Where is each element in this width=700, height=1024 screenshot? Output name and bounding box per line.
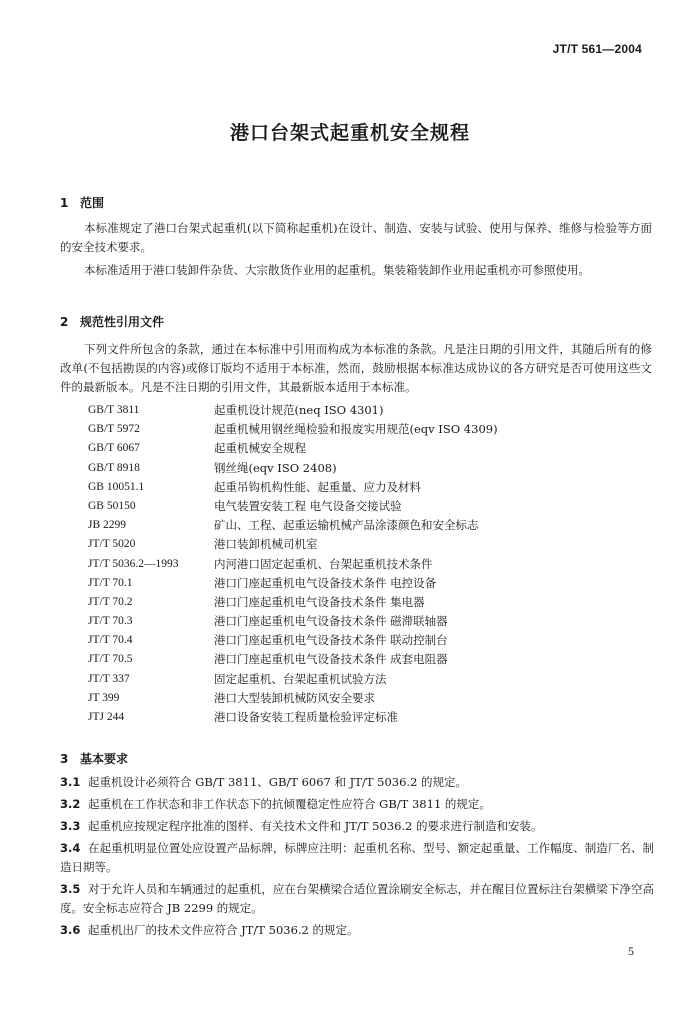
reference-code: JT 399 xyxy=(88,691,120,704)
reference-code: GB/T 8918 xyxy=(88,461,140,474)
reference-title: 矿山、工程、起重运输机械产品涂漆颜色和安全标志 xyxy=(214,518,479,533)
clause-number: 3.6 xyxy=(60,923,81,937)
reference-code: JT/T 337 xyxy=(88,672,130,685)
reference-item xyxy=(88,574,648,593)
reference-code: GB 10051.1 xyxy=(88,480,145,493)
reference-item xyxy=(88,631,648,650)
reference-code: GB/T 6067 xyxy=(88,442,140,455)
reference-code: JT/T 70.4 xyxy=(88,634,133,647)
clause-text: 起重机在工作状态和非工作状态下的抗倾覆稳定性应符合 GB/T 3811 的规定。 xyxy=(88,797,491,811)
scope-paragraph-2: 本标准适用于港口装卸件杂货、大宗散货作业用的起重机。集装箱装卸作业用起重机亦可参照使用。 xyxy=(84,263,590,277)
references-intro: 下列文件所包含的条款，通过在本标准中引用而构成为本标准的条款。凡是注日期的引用文件，其随后所有的修改单(不包括勘误的内容)或修订版均不适用于本标准，然而，鼓励根据本标准达成协议的各方研究是否可使用这些文件的最新版本。凡是不注日期的引用文件，其最新版本适用于本标准。 xyxy=(60,342,652,394)
reference-item xyxy=(88,612,648,631)
reference-title: 港口门座起重机电气设备技术条件 成套电阻器 xyxy=(214,652,448,667)
reference-item xyxy=(88,401,648,420)
clause-text: 在起重机明显位置处应设置产品标牌，标牌应注明：起重机名称、型号、额定起重量、工作幅度、制造厂名、制造日期等。 xyxy=(60,841,654,874)
reference-code: JT/T 70.5 xyxy=(88,653,133,666)
section-3-heading xyxy=(60,750,128,767)
reference-item xyxy=(88,555,648,574)
clause-number: 3.3 xyxy=(60,819,81,833)
clause-number: 3.1 xyxy=(60,775,81,789)
reference-code: JTJ 244 xyxy=(88,711,125,723)
section-2-heading xyxy=(60,313,164,330)
section-title: 范围 xyxy=(80,196,105,210)
reference-title: 内河港口固定起重机、台架起重机技术条件 xyxy=(214,556,433,571)
reference-title: 港口大型装卸机械防风安全要求 xyxy=(214,690,375,705)
section-title: 基本要求 xyxy=(80,752,129,766)
reference-code: GB 50150 xyxy=(88,499,136,512)
reference-item xyxy=(88,593,648,612)
reference-title: 钢丝绳(eqv ISO 2408) xyxy=(214,460,337,475)
reference-item xyxy=(88,439,648,458)
reference-title: 港口门座起重机电气设备技术条件 电控设备 xyxy=(214,575,437,590)
reference-item xyxy=(88,708,648,727)
reference-code: GB/T 5972 xyxy=(88,423,140,436)
scope-paragraph-1: 本标准规定了港口台架式起重机(以下简称起重机)在设计、制造、安装与试验、使用与保养、维修与检验等方面的安全技术要求。 xyxy=(60,221,652,254)
clause xyxy=(60,921,654,940)
reference-title: 港口门座起重机电气设备技术条件 磁滞联轴器 xyxy=(214,614,448,629)
reference-title: 起重机设计规范(neq ISO 4301) xyxy=(214,403,384,417)
reference-title: 起重机械用钢丝绳检验和报废实用规范(eqv ISO 4309) xyxy=(214,422,498,437)
clause xyxy=(60,880,654,918)
section-number: 2 xyxy=(60,315,69,329)
reference-item xyxy=(88,535,648,554)
reference-item xyxy=(88,650,648,669)
section-1-heading xyxy=(60,194,104,211)
clause xyxy=(60,839,654,877)
reference-code: JB 2299 xyxy=(88,519,127,532)
page-number: 5 xyxy=(628,944,634,958)
document-title: 港口台架式起重机安全规程 xyxy=(229,122,470,144)
reference-title: 起重吊钩机构性能、起重量、应力及材料 xyxy=(214,479,421,494)
reference-code: GB/T 3811 xyxy=(88,404,140,416)
clause-number: 3.2 xyxy=(60,797,81,811)
clause xyxy=(60,795,654,814)
section-title: 规范性引用文件 xyxy=(80,315,165,329)
reference-item xyxy=(88,497,648,516)
section-number: 1 xyxy=(60,196,69,210)
reference-title: 固定起重机、台架起重机试验方法 xyxy=(214,671,387,686)
reference-item xyxy=(88,689,648,708)
standard-number: JT/T 561—2004 xyxy=(552,42,642,56)
reference-item xyxy=(88,478,648,497)
reference-item xyxy=(88,516,648,535)
reference-list xyxy=(88,401,648,727)
reference-item xyxy=(88,459,648,478)
reference-code: JT/T 70.2 xyxy=(88,595,133,608)
requirements-list xyxy=(60,773,654,943)
clause-number: 3.5 xyxy=(60,882,81,896)
reference-title: 起重机械安全规程 xyxy=(214,441,306,456)
section-number: 3 xyxy=(60,752,69,766)
clause xyxy=(60,773,654,792)
clause-text: 起重机出厂的技术文件应符合 JT/T 5036.2 的规定。 xyxy=(88,923,359,937)
reference-code: JT/T 70.1 xyxy=(88,576,133,589)
reference-title: 电气装置安装工程 电气设备交接试验 xyxy=(214,498,402,513)
reference-code: JT/T 5036.2—1993 xyxy=(88,557,179,570)
clause-text: 起重机应按规定程序批准的图样、有关技术文件和 JT/T 5036.2 的要求进行制造和安装。 xyxy=(88,819,543,833)
reference-title: 港口装卸机械司机室 xyxy=(214,537,318,552)
clause-text: 对于允许人员和车辆通过的起重机，应在台架横梁合适位置涂刷安全标志，并在醒目位置标注台架横梁下净空高度。安全标志应符合 JB 2299 的规定。 xyxy=(60,882,654,915)
clause xyxy=(60,817,654,836)
clause-text: 起重机设计必须符合 GB/T 3811、GB/T 6067 和 JT/T 5036.2 的规定。 xyxy=(88,775,468,789)
reference-item xyxy=(88,670,648,689)
reference-code: JT/T 5020 xyxy=(88,538,136,551)
reference-title: 港口设备安装工程质量检验评定标准 xyxy=(214,710,398,724)
clause-number: 3.4 xyxy=(60,841,81,855)
reference-title: 港口门座起重机电气设备技术条件 联动控制台 xyxy=(214,633,448,648)
reference-item xyxy=(88,420,648,439)
reference-code: JT/T 70.3 xyxy=(88,615,133,628)
reference-title: 港口门座起重机电气设备技术条件 集电器 xyxy=(214,594,425,609)
